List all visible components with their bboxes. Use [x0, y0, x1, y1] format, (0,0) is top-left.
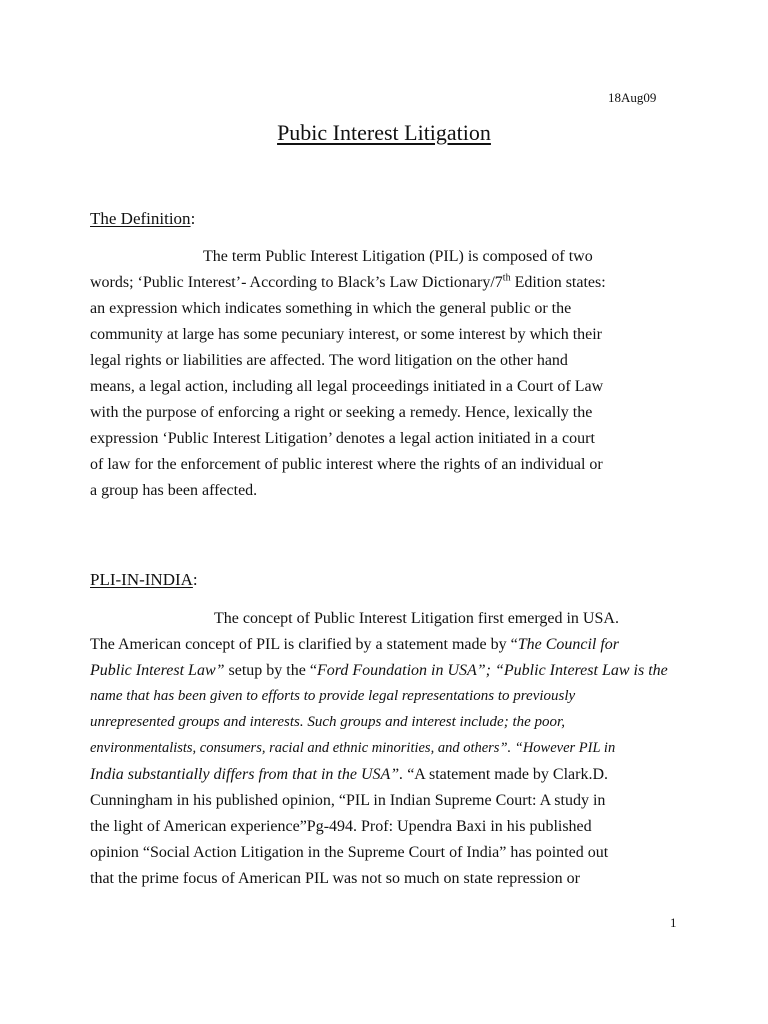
paragraph-line: environmentalists, consumers, racial and ethnic minorities, and others”. “However PIL in — [90, 740, 616, 756]
paragraph-line — [90, 766, 608, 784]
line-text: Edition states: — [510, 274, 606, 291]
paragraph-line: name that has been given to efforts to provide legal representations to previously — [90, 688, 576, 704]
paragraph-line: unrepresented groups and interests. Such groups and interest include; the poor, — [90, 714, 565, 730]
italic-text: India substantially differs from that in the USA”. — [90, 766, 404, 783]
section-heading-pil-in-india-text: PLI-IN-INDIA — [90, 570, 193, 589]
line-text: The American concept of PIL is clarified by a statement made by “ — [90, 636, 518, 653]
italic-text: Public Interest Law” — [90, 662, 225, 679]
paragraph-line: an expression which indicates something in which the general public or the — [90, 300, 572, 317]
paragraph-line: Cunningham in his published opinion, “PIL in Indian Supreme Court: A study in — [90, 792, 606, 809]
italic-text: Ford Foundation in USA”; “Public Interest Law is the — [316, 662, 668, 679]
document-date: 18Aug09 — [608, 90, 657, 105]
paragraph-line: community at large has some pecuniary interest, or some interest by which their — [90, 326, 603, 343]
page-number: 1 — [670, 915, 677, 930]
superscript-text: th — [502, 272, 511, 284]
paragraph-line: The term Public Interest Litigation (PIL) is composed of two — [203, 248, 593, 265]
paragraph-line: of law for the enforcement of public interest where the rights of an individual or — [90, 456, 603, 473]
section-heading-pil-in-india — [90, 570, 198, 590]
paragraph-line: legal rights or liabilities are affected. The word litigation on the other hand — [90, 352, 568, 369]
paragraph-line: the light of American experience”Pg-494. Prof: Upendra Baxi in his published — [90, 818, 592, 835]
italic-text: The Council for — [517, 636, 620, 653]
paragraph-line: The concept of Public Interest Litigation first emerged in USA. — [214, 610, 619, 627]
document-title: Pubic Interest Litigation — [277, 120, 491, 145]
paragraph-line: means, a legal action, including all legal proceedings initiated in a Court of Law — [90, 378, 604, 395]
paragraph-line — [90, 662, 668, 680]
line-text: “A statement made by Clark.D. — [403, 766, 609, 783]
paragraph-line — [90, 636, 619, 654]
paragraph-line: with the purpose of enforcing a right or seeking a remedy. Hence, lexically the — [90, 404, 593, 421]
paragraph-line: expression ‘Public Interest Litigation’ denotes a legal action initiated in a court — [90, 430, 595, 447]
line-text: setup by the “ — [224, 662, 317, 679]
paragraph-line — [90, 274, 606, 292]
heading-colon: : — [192, 570, 198, 589]
section-heading-definition-text: The Definition — [90, 209, 191, 228]
paragraph-line: opinion “Social Action Litigation in the Supreme Court of India” has pointed out — [90, 844, 609, 861]
line-text: words; ‘Public Interest’- According to Black’s Law Dictionary/7 — [90, 274, 503, 291]
paragraph-line: a group has been affected. — [90, 482, 258, 499]
heading-colon: : — [190, 209, 196, 228]
section-heading-definition — [90, 209, 195, 229]
paragraph-line: that the prime focus of American PIL was not so much on state repression or — [90, 870, 580, 887]
